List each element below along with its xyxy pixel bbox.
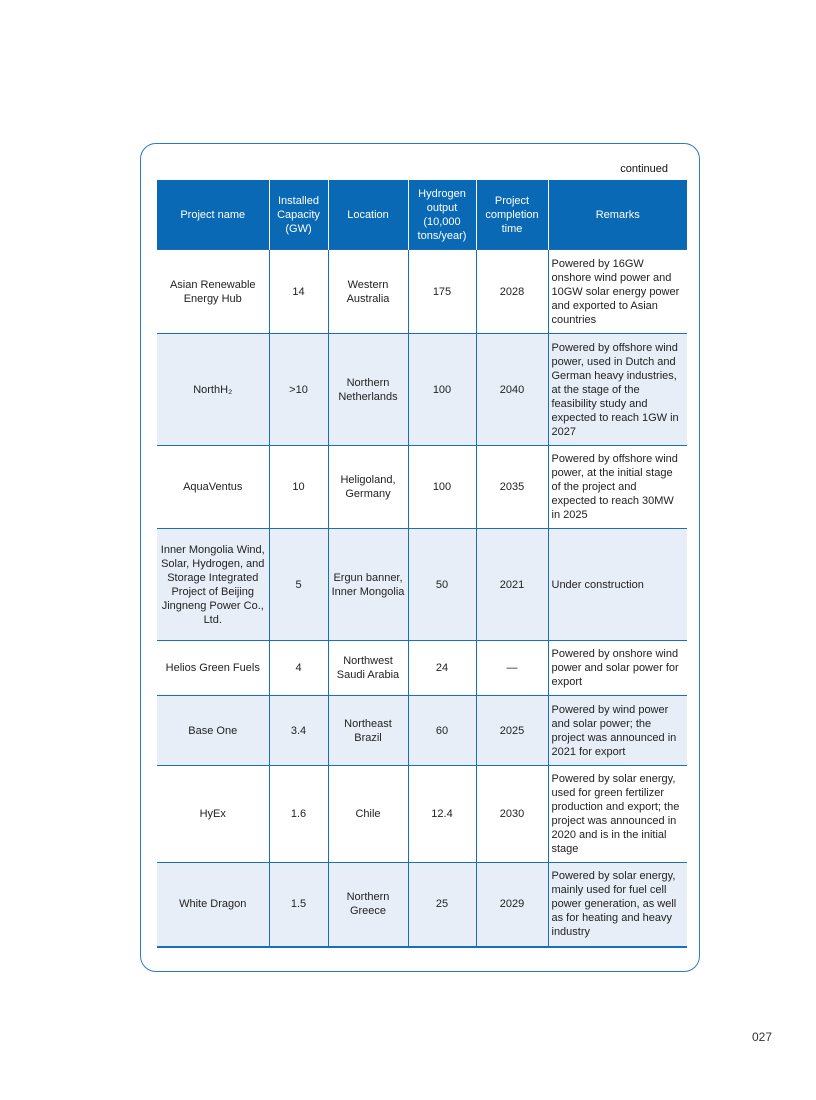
cell-completion-time: 2030 bbox=[476, 766, 548, 863]
cell-project-name: White Dragon bbox=[157, 863, 269, 947]
cell-remarks: Powered by wind power and solar power; the project was announced in 2021 for export bbox=[548, 696, 687, 766]
cell-completion-time: 2025 bbox=[476, 696, 548, 766]
cell-project-name: Base One bbox=[157, 696, 269, 766]
cell-remarks: Powered by solar energy, mainly used for fuel cell power generation, as well as for heating and heavy industry bbox=[548, 863, 687, 947]
table-row bbox=[157, 863, 687, 947]
cell-location: Chile bbox=[328, 766, 408, 863]
cell-remarks: Powered by onshore wind power and solar power for export bbox=[548, 641, 687, 696]
table-row bbox=[157, 529, 687, 641]
cell-location: Western Australia bbox=[328, 250, 408, 334]
cell-project-name: AquaVentus bbox=[157, 446, 269, 529]
table-row bbox=[157, 696, 687, 766]
cell-hydrogen-output: 50 bbox=[408, 529, 476, 641]
cell-project-name: Inner Mongolia Wind, Solar, Hydrogen, and Storage Integrated Project of Beijing Jingneng Power Co., Ltd. bbox=[157, 529, 269, 641]
cell-project-name: Helios Green Fuels bbox=[157, 641, 269, 696]
cell-location: Northeast Brazil bbox=[328, 696, 408, 766]
header-project-name: Project name bbox=[157, 180, 269, 250]
cell-location: Northern Greece bbox=[328, 863, 408, 947]
cell-location: Northern Netherlands bbox=[328, 334, 408, 446]
cell-hydrogen-output: 12.4 bbox=[408, 766, 476, 863]
header-completion-time: Project completion time bbox=[476, 180, 548, 250]
cell-installed-capacity: >10 bbox=[269, 334, 328, 446]
header-hydrogen-output: Hydrogen output (10,000 tons/year) bbox=[408, 180, 476, 250]
cell-completion-time: 2029 bbox=[476, 863, 548, 947]
hydrogen-projects-table bbox=[157, 180, 687, 948]
cell-location: Northwest Saudi Arabia bbox=[328, 641, 408, 696]
cell-installed-capacity: 14 bbox=[269, 250, 328, 334]
cell-remarks: Powered by 16GW onshore wind power and 10GW solar energy power and exported to Asian countries bbox=[548, 250, 687, 334]
cell-completion-time: — bbox=[476, 641, 548, 696]
table-header-row bbox=[157, 180, 687, 250]
table-row bbox=[157, 766, 687, 863]
cell-project-name: Asian Renewable Energy Hub bbox=[157, 250, 269, 334]
cell-installed-capacity: 1.6 bbox=[269, 766, 328, 863]
cell-hydrogen-output: 60 bbox=[408, 696, 476, 766]
header-location: Location bbox=[328, 180, 408, 250]
cell-installed-capacity: 10 bbox=[269, 446, 328, 529]
cell-location: Ergun banner, Inner Mongolia bbox=[328, 529, 408, 641]
cell-project-name: NorthH₂ bbox=[157, 334, 269, 446]
table-row bbox=[157, 446, 687, 529]
cell-remarks: Powered by offshore wind power, at the initial stage of the project and expected to reach 30MW in 2025 bbox=[548, 446, 687, 529]
header-installed-capacity: Installed Capacity (GW) bbox=[269, 180, 328, 250]
continued-label: continued bbox=[620, 163, 668, 175]
cell-remarks: Powered by offshore wind power, used in Dutch and German heavy industries, at the stage of the feasibility study and expected to reach 1GW in 2027 bbox=[548, 334, 687, 446]
cell-hydrogen-output: 25 bbox=[408, 863, 476, 947]
cell-project-name: HyEx bbox=[157, 766, 269, 863]
cell-hydrogen-output: 175 bbox=[408, 250, 476, 334]
cell-completion-time: 2028 bbox=[476, 250, 548, 334]
cell-completion-time: 2021 bbox=[476, 529, 548, 641]
cell-installed-capacity: 3.4 bbox=[269, 696, 328, 766]
cell-completion-time: 2040 bbox=[476, 334, 548, 446]
cell-location: Heligoland, Germany bbox=[328, 446, 408, 529]
cell-hydrogen-output: 100 bbox=[408, 334, 476, 446]
page-number: 027 bbox=[752, 1030, 773, 1044]
cell-installed-capacity: 4 bbox=[269, 641, 328, 696]
cell-remarks: Under construction bbox=[548, 529, 687, 641]
cell-hydrogen-output: 100 bbox=[408, 446, 476, 529]
table-row bbox=[157, 641, 687, 696]
table-row bbox=[157, 250, 687, 334]
cell-hydrogen-output: 24 bbox=[408, 641, 476, 696]
cell-completion-time: 2035 bbox=[476, 446, 548, 529]
cell-installed-capacity: 5 bbox=[269, 529, 328, 641]
table-row bbox=[157, 334, 687, 446]
cell-remarks: Powered by solar energy, used for green fertilizer production and export; the project was announced in 2020 and is in the initial stage bbox=[548, 766, 687, 863]
header-remarks: Remarks bbox=[548, 180, 687, 250]
cell-installed-capacity: 1.5 bbox=[269, 863, 328, 947]
